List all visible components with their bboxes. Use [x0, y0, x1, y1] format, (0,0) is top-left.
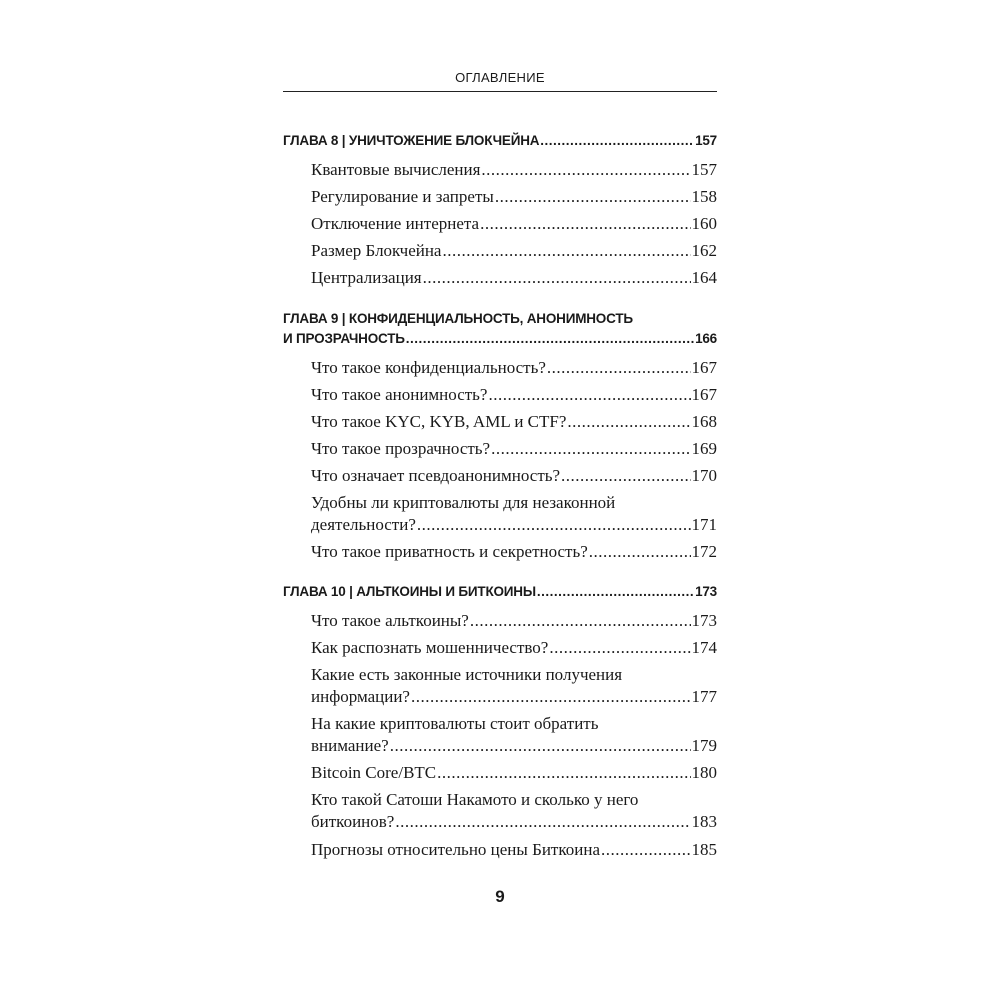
- entry-title: Что такое конфиденциальность?: [311, 358, 546, 377]
- entry-title-line[interactable]: Удобны ли криптовалюты для незаконной: [311, 493, 616, 512]
- entry-page: 170: [691, 466, 717, 485]
- entry-page: 171: [691, 515, 717, 534]
- entry-page: 180: [691, 763, 717, 782]
- entry-title: Что такое приватность и секретность?: [311, 542, 588, 561]
- toc-entry[interactable]: [311, 812, 717, 832]
- toc-entry[interactable]: [311, 439, 717, 459]
- entry-page: 164: [691, 268, 717, 287]
- toc-entry[interactable]: [311, 840, 717, 860]
- dot-leader: [589, 542, 691, 562]
- entry-page: 167: [691, 385, 717, 404]
- toc-entry[interactable]: [311, 542, 717, 562]
- entry-page: 157: [691, 160, 717, 179]
- dot-leader: [437, 763, 690, 783]
- dot-leader: [537, 584, 694, 599]
- entry-title: Что такое прозрачность?: [311, 439, 491, 458]
- chapter-page: 166: [695, 331, 717, 346]
- entry-title: внимание?: [311, 736, 389, 755]
- dot-leader: [390, 736, 691, 756]
- entry-title: Bitcoin Core/BTC: [311, 763, 437, 782]
- header-rule: [283, 91, 717, 92]
- toc-entry[interactable]: [311, 687, 717, 707]
- dot-leader: [495, 187, 691, 207]
- toc-entry[interactable]: [311, 385, 717, 405]
- dot-leader: [442, 241, 690, 261]
- dot-leader: [406, 331, 694, 346]
- entry-page: 169: [691, 439, 717, 458]
- toc-entry[interactable]: [311, 611, 717, 631]
- entry-page: 177: [691, 687, 717, 706]
- entry-page: 160: [691, 214, 717, 233]
- toc-entry[interactable]: [311, 736, 717, 756]
- entry-page: 158: [691, 187, 717, 206]
- entry-title: информации?: [311, 687, 410, 706]
- dot-leader: [417, 515, 691, 535]
- entry-title: Что такое анонимность?: [311, 385, 488, 404]
- dot-leader: [567, 412, 690, 432]
- entry-title: Централизация: [311, 268, 422, 287]
- toc-entry[interactable]: [311, 268, 717, 288]
- page-number: 9: [495, 887, 505, 906]
- dot-leader: [547, 358, 691, 378]
- entry-title: Отключение интернета: [311, 214, 480, 233]
- entry-title: Что такое KYC, KYB, AML и CTF?: [311, 412, 567, 431]
- entry-title: Как распознать мошенничество?: [311, 638, 549, 657]
- toc-entry[interactable]: [311, 466, 717, 486]
- entry-title: Размер Блокчейна: [311, 241, 442, 260]
- entry-page: 173: [691, 611, 717, 630]
- toc-entry[interactable]: [311, 638, 717, 658]
- entry-title: Регулирование и запреты: [311, 187, 494, 206]
- dot-leader: [470, 611, 691, 631]
- dot-leader: [540, 133, 694, 148]
- dot-leader: [488, 385, 690, 405]
- entry-title: биткоинов?: [311, 812, 395, 831]
- chapter-heading[interactable]: [283, 133, 717, 148]
- dot-leader: [491, 439, 690, 459]
- chapter-title: ГЛАВА 10 | АЛЬТКОИНЫ И БИТКОИНЫ: [283, 584, 536, 599]
- toc-entry[interactable]: [311, 515, 717, 535]
- chapter-page: 157: [695, 133, 717, 148]
- toc-entry[interactable]: [311, 412, 717, 432]
- entry-page: 167: [691, 358, 717, 377]
- entry-page: 162: [691, 241, 717, 260]
- entry-title: деятельности?: [311, 515, 416, 534]
- entry-page: 172: [691, 542, 717, 561]
- dot-leader: [480, 214, 690, 234]
- entry-title-line[interactable]: Кто такой Сатоши Накамото и сколько у него: [311, 790, 639, 809]
- entry-title: Что такое альткоины?: [311, 611, 469, 630]
- toc-entry[interactable]: [311, 241, 717, 261]
- dot-leader: [481, 160, 690, 180]
- entry-page: 185: [691, 840, 717, 859]
- entry-title: Квантовые вычисления: [311, 160, 481, 179]
- chapter-page: 173: [695, 584, 717, 599]
- toc-entry[interactable]: [311, 358, 717, 378]
- entry-title: Прогнозы относительно цены Биткоина: [311, 840, 600, 859]
- entry-page: 179: [691, 736, 717, 755]
- chapter-title: И ПРОЗРАЧНОСТЬ: [283, 331, 405, 346]
- toc-entry[interactable]: [311, 214, 717, 234]
- entry-page: 168: [691, 412, 717, 431]
- toc-entry[interactable]: [311, 763, 717, 783]
- dot-leader: [601, 840, 691, 860]
- entry-title-line[interactable]: На какие криптовалюты стоит обратить: [311, 714, 599, 733]
- entry-title: Что означает псевдоанонимность?: [311, 466, 561, 485]
- running-header: ОГЛАВЛЕНИЕ: [455, 70, 545, 85]
- dot-leader: [561, 466, 690, 486]
- entry-page: 183: [691, 812, 717, 831]
- entry-title-line[interactable]: Какие есть законные источники получения: [311, 665, 623, 684]
- toc-entry[interactable]: [311, 187, 717, 207]
- dot-leader: [395, 812, 690, 832]
- chapter-title-line[interactable]: ГЛАВА 9 | КОНФИДЕНЦИАЛЬНОСТЬ, АНОНИМНОСТЬ: [283, 311, 633, 326]
- toc-entry[interactable]: [311, 160, 717, 180]
- chapter-title: ГЛАВА 8 | УНИЧТОЖЕНИЕ БЛОКЧЕЙНА: [283, 133, 540, 148]
- entry-page: 174: [691, 638, 717, 657]
- chapter-heading[interactable]: [283, 331, 717, 346]
- dot-leader: [423, 268, 691, 288]
- chapter-heading[interactable]: [283, 584, 717, 599]
- dot-leader: [411, 687, 691, 707]
- dot-leader: [549, 638, 690, 658]
